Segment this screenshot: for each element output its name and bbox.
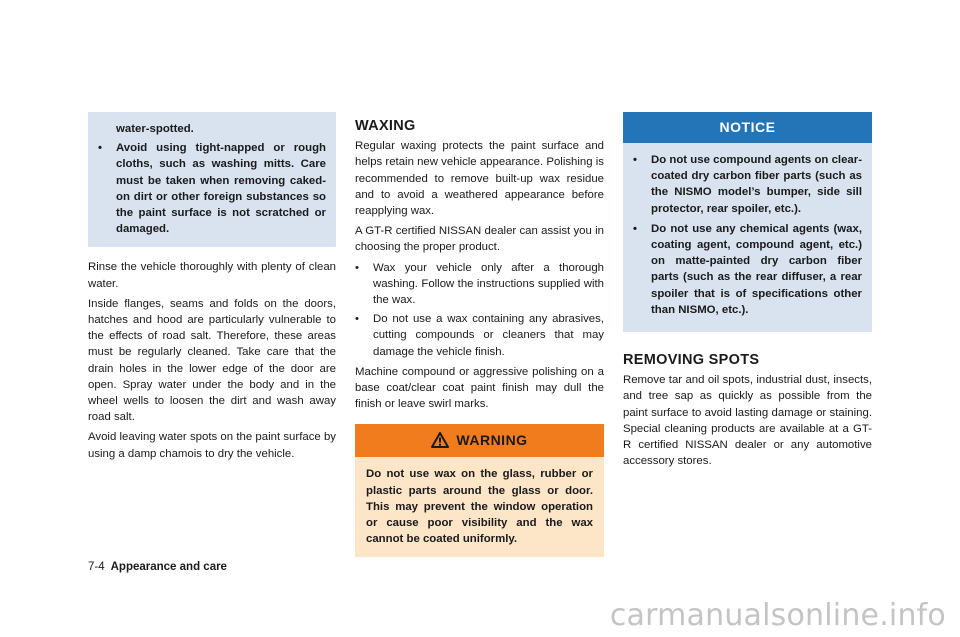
bullet-marker: • [355,313,359,326]
machine-compound-paragraph: Machine compound or aggressive polishing on a base coat/clear coat paint finish may dull the finish or leave swirl marks. [355,365,604,411]
notice-item-text: Do not use compound agents on clear-coated dry carbon fiber parts (such as the NISMO model’s bumper, side sill protector, rear spoiler, etc.). [651,154,862,215]
list-item [633,152,862,217]
warning-title: WARNING [456,432,528,449]
waxing-intro-paragraph: Regular waxing protects the paint surface and helps retain new vehicle appearance. Polishing is recommended to remove built-up wax residue and to avoid a weathered appearance before reapplying wax. [355,140,604,218]
notice-box [623,112,872,332]
list-item [355,260,604,309]
dealer-paragraph: A GT-R certified NISSAN dealer can assist you in choosing the proper product. [355,225,604,254]
bullet-marker: • [98,142,102,155]
list-item [355,311,604,360]
shaded-bullet-item [98,140,326,237]
bullet-marker: • [355,261,359,274]
notice-list [623,143,872,318]
warning-triangle-icon [431,432,449,448]
page-footer [88,561,227,573]
removing-spots-heading: REMOVING SPOTS [623,352,760,369]
column-left [88,112,336,466]
waxing-bullet-text: Wax your vehicle only after a thorough washing. Follow the instructions supplied with the wax. [373,261,604,307]
waxing-bullet-text: Do not use a wax containing any abrasives, cutting compounds or cleaners that may damage the vehicle finish. [373,313,604,358]
watermark-text: carmanualsonline.info [609,598,946,633]
removing-spots-paragraph: Remove tar and oil spots, industrial dust, insects, and tree sap as quickly as possible from the paint surface to avoid lasting damage or staining. Special cleaning products are available at a GT-R certified NISSAN dealer or any automotive accessory stores. [623,374,872,468]
shaded-bullet-text: Avoid using tight-napped or rough cloths, such as washing mitts. Care must be taken when removing caked-on dirt or other foreign substances so the paint surface is not scratched or damaged. [116,142,326,236]
rinse-paragraph: Rinse the vehicle thoroughly with plenty of clean water. [88,261,336,290]
bullet-marker: • [633,154,637,166]
warning-box [355,424,604,557]
page-number: 7-4 [88,561,105,573]
warning-header [355,424,604,457]
notice-title: NOTICE [623,112,872,143]
water-spots-paragraph: Avoid leaving water spots on the paint surface by using a damp chamois to dry the vehicle. [88,431,336,460]
column-right [623,112,872,473]
column-middle [355,118,604,557]
list-item [633,221,862,318]
bullet-marker: • [633,222,637,235]
waxing-heading: WAXING [355,118,416,134]
warning-text: Do not use wax on the glass, rubber or plastic parts around the glass or door. This may prevent the window operation or cause poor visibility and the wax cannot be coated uniformly. [366,468,593,546]
notice-item-text: Do not use any chemical agents (wax, coating agent, compound agent, etc.) on matte-painted dry carbon fiber parts (such as the rear diffuser, a rear spoiler that is of specifications other than NISMO, etc.). [651,222,862,316]
shaded-continuation-text: water-spotted. [116,123,194,135]
section-title: Appearance and care [110,561,227,573]
shaded-caution-box [88,112,336,247]
road-salt-paragraph: Inside flanges, seams and folds on the doors, hatches and hood are particularly vulnerable to the effects of road salt. Therefore, these areas must be regularly cleaned. Take care that the drain holes in the lower edge of the door are open. Spray water under the body and in the wheel wells to loosen the dirt and wash away road salt. [88,297,336,424]
